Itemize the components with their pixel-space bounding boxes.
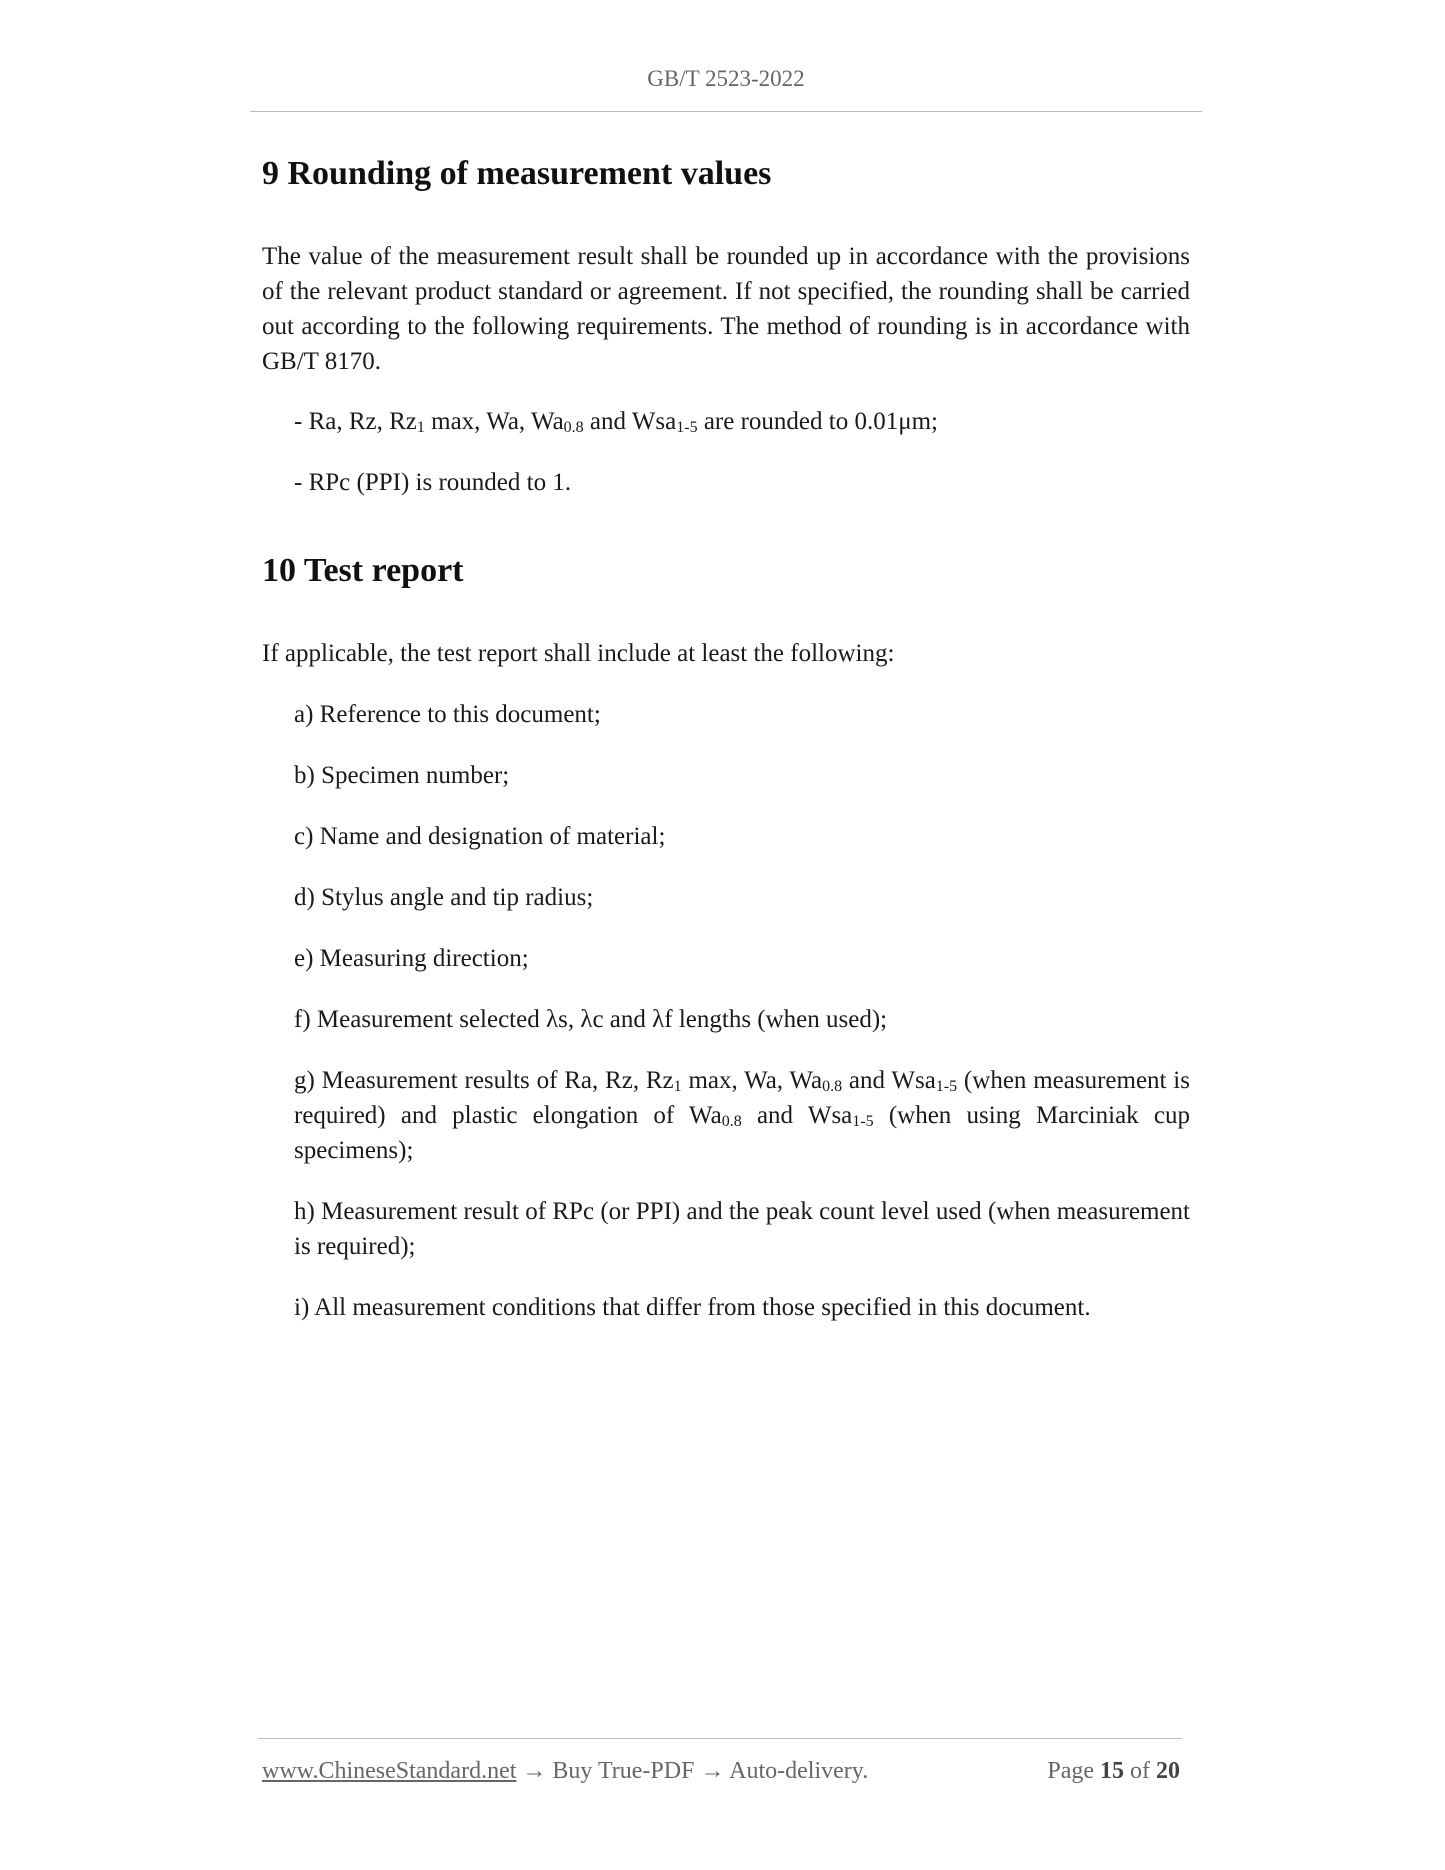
header-doc-id: GB/T 2523-2022 <box>647 66 805 91</box>
report-item-e: e) Measuring direction; <box>294 945 529 972</box>
section-10-heading: 10 Test report <box>262 552 464 589</box>
footer-delivery-text: Auto-delivery. <box>729 1758 869 1784</box>
rounding-bullet-1: - Ra, Rz, $Rz_1$ max, Wa, $Wa_{0.8}$ and Wsa$_{1-5}$ are rounded to 0.01μm; <box>294 408 939 436</box>
report-item-b: b) Specimen number; <box>294 762 510 789</box>
section-9-intro: The value of the measurement result shall be rounded up in accordance with the provisions of the relevant product standard or agreement. If not specified, the rounding shall be carried out according to the following requirements. The method of rounding is in accordance with GB/T 8170. <box>262 243 1190 375</box>
footer-buy-text: Buy True-PDF <box>552 1758 695 1784</box>
section-10-intro: If applicable, the test report shall include at least the following: <box>262 640 895 667</box>
report-item-h: h) Measurement result of RPc (or PPI) and the peak count level used (when measurement is required); <box>294 1198 1190 1260</box>
report-item-f: f) Measurement selected λs, λc and λf lengths (when used); <box>294 1006 888 1033</box>
arrow-right-icon: → <box>516 1758 553 1784</box>
arrow-right-icon: → <box>694 1758 730 1784</box>
footer-promo <box>262 1758 868 1785</box>
footer-site-link[interactable]: www.ChineseStandard.net <box>262 1758 517 1784</box>
report-item-a: a) Reference to this document; <box>294 701 601 728</box>
rounding-bullet-2: - RPc (PPI) is rounded to 1. <box>294 469 572 496</box>
report-item-g: g) Measurement results of Ra, Rz, $Rz_1$ max, Wa, $Wa_{0.8}$ and Wsa$_{1-5}$ (when measurement is required) and plastic elongation of $Wa_{0.8}$ and Wsa$_{1-5}$ (when using Marciniak cup specimens); <box>294 1067 1191 1164</box>
report-item-c: c) Name and designation of material; <box>294 823 666 850</box>
page-total: 20 <box>1156 1758 1180 1784</box>
section-9-heading: 9 Rounding of measurement values <box>262 155 772 192</box>
header-rule <box>250 111 1202 112</box>
page-indicator: Page 15 of 20 <box>1047 1758 1180 1784</box>
page-number: 15 <box>1100 1758 1124 1784</box>
report-item-i: i) All measurement conditions that differ from those specified in this document. <box>294 1294 1091 1321</box>
report-item-d: d) Stylus angle and tip radius; <box>294 884 594 911</box>
footer-rule <box>258 1738 1182 1739</box>
